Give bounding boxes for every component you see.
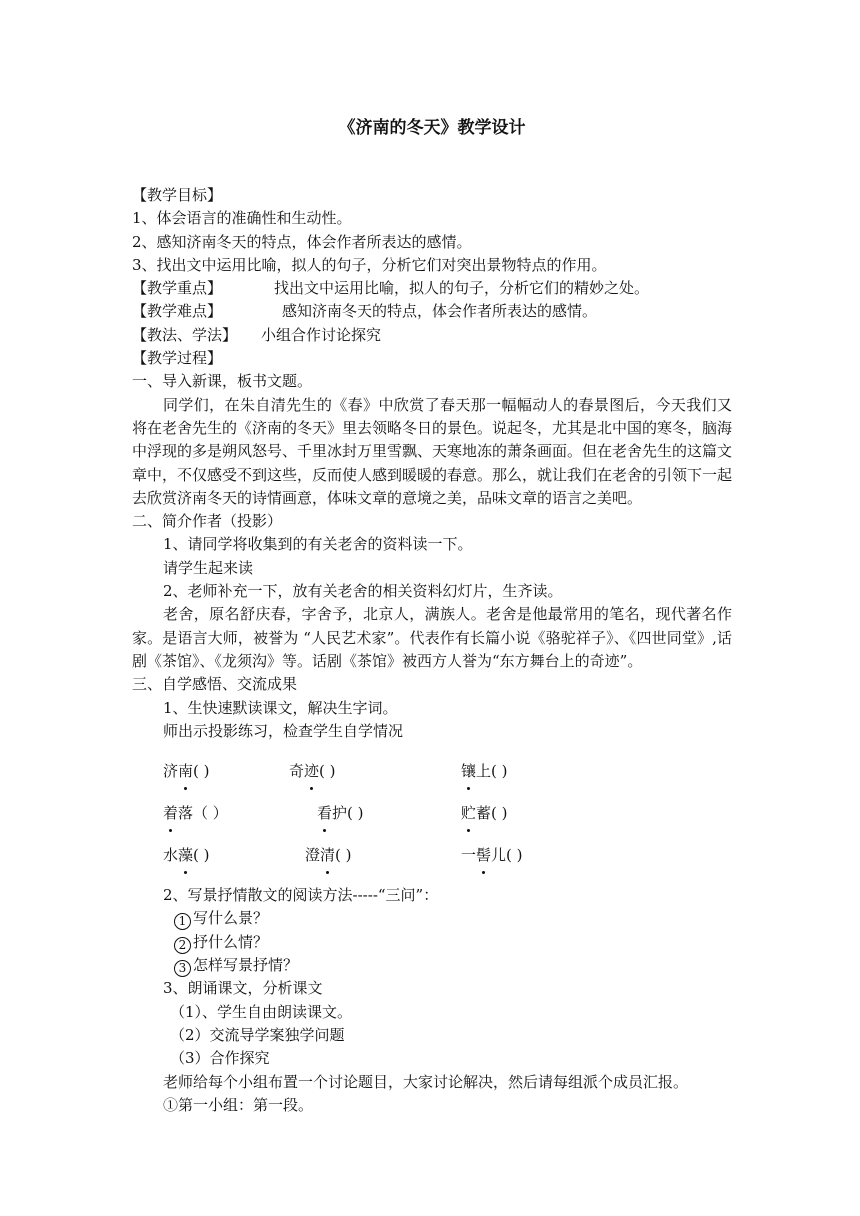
text-line: 请学生起来读 bbox=[163, 558, 254, 577]
text-line: 1、生快速默读课文，解决生字词。 bbox=[163, 698, 398, 717]
key-point-line bbox=[132, 277, 732, 300]
sub-item: （2）交流导学案独学问题 bbox=[170, 1025, 345, 1044]
key-point-label: 【教学重点】 bbox=[132, 279, 223, 298]
method-text: 小组合作讨论探究 bbox=[261, 325, 382, 344]
word-item: 济南( ) bbox=[163, 758, 289, 785]
intro-paragraph: 同学们，在朱自清先生的《春》中欣赏了春天那一幅幅动人的春景图后，今天我们又将在老舍先生的《济南的冬天》里去领略冬日的景色。说起冬，尤其是北中国的寒冬，脑海中浮现的多是朔风怒号、千里冰封万里雪飘、天寒地冻的萧条画面。但在老舍先生的这篇文章中，不仅感受不到这些，反而使人感到暖暖的春意。那么，就让我们在老舍的引领下一起去欣赏济南冬天的诗情画意，体味文章的意境之美，品味文章的语言之美吧。 bbox=[132, 395, 733, 507]
word-item: 镶上( ) bbox=[461, 758, 508, 785]
word-item: 贮蓄( ) bbox=[461, 800, 508, 827]
section-heading: 二、简介作者（投影） bbox=[132, 512, 283, 531]
question-item: 2 抒什么情？ bbox=[132, 931, 732, 954]
circled-number: 3 bbox=[174, 960, 191, 977]
page-title: 《济南的冬天》教学设计 bbox=[338, 118, 526, 138]
document-body bbox=[132, 116, 732, 1117]
text-line: 3、朗诵课文，分析课文 bbox=[163, 979, 323, 998]
difficulty-label: 【教学难点】 bbox=[132, 302, 223, 321]
circled-number: 1 bbox=[174, 913, 191, 930]
objectives-heading: 【教学目标】 bbox=[132, 186, 223, 204]
word-item: 奇迹( ) bbox=[289, 758, 461, 785]
method-line bbox=[132, 324, 732, 347]
key-point-text: 找出文中运用比喻，拟人的句子，分析它们的精妙之处。 bbox=[274, 279, 650, 298]
sub-item: （3）合作探究 bbox=[170, 1049, 270, 1068]
word-row bbox=[132, 800, 732, 827]
section-heading: 一、导入新课，板书文题。 bbox=[132, 372, 313, 391]
section-heading: 三、自学感悟、交流成果 bbox=[132, 675, 298, 694]
word-row bbox=[132, 842, 732, 869]
group-paragraph: 老师给每个小组布置一个讨论题目，大家讨论解决，然后请每组派个成员汇报。 bbox=[163, 1072, 689, 1091]
text-line: 2、老师补充一下，放有关老舍的相关资料幻灯片，生齐读。 bbox=[163, 582, 563, 601]
objective-item: 3、找出文中运用比喻，拟人的句子，分析它们对突出景物特点的作用。 bbox=[132, 255, 607, 274]
sub-item: （1）、学生自由朗读课文。 bbox=[170, 1002, 353, 1021]
method-label: 【教法、学法】 bbox=[132, 325, 238, 344]
text-line: 2、写景抒情散文的阅读方法-----“三问”： bbox=[163, 886, 439, 905]
question-item: 3 怎样写景抒情？ bbox=[132, 954, 732, 977]
difficulty-text: 感知济南冬天的特点，体会作者所表达的感情。 bbox=[282, 302, 598, 321]
objective-item: 1、体会语言的准确性和生动性。 bbox=[132, 209, 352, 228]
word-item: 看护( ) bbox=[289, 800, 461, 827]
objective-item: 2、感知济南冬天的特点，体会作者所表达的感情。 bbox=[132, 232, 472, 251]
process-heading: 【教学过程】 bbox=[132, 349, 223, 368]
author-paragraph: 老舍，原名舒庆春，字舍予，北京人，满族人。老舍是他最常用的笔名，现代著名作家。是语言大师，被誉为 “人民艺术家”。代表作有长篇小说《骆驼祥子》、《四世同堂》,话剧《茶馆》、《龙须沟》等。话剧《茶馆》被西方人誉为“东方舞台上的奇迹”。 bbox=[132, 605, 732, 670]
question-item: 1 写什么景？ bbox=[132, 907, 732, 930]
word-row bbox=[132, 758, 732, 785]
vocabulary-exercise bbox=[132, 758, 732, 869]
word-item: 一髻儿( ) bbox=[461, 842, 523, 869]
word-item: 着落（ ） bbox=[163, 800, 289, 827]
difficulty-line bbox=[132, 300, 732, 323]
text-line: 师出示投影练习，检查学生自学情况 bbox=[163, 721, 404, 740]
text-line: ①第一小组：第一段。 bbox=[163, 1095, 314, 1114]
word-item: 澄清( ) bbox=[305, 842, 461, 869]
text-line: 1、请同学将收集到的有关老舍的资料读一下。 bbox=[163, 535, 473, 554]
word-item: 水藻( ) bbox=[163, 842, 305, 869]
circled-number: 2 bbox=[174, 937, 191, 954]
